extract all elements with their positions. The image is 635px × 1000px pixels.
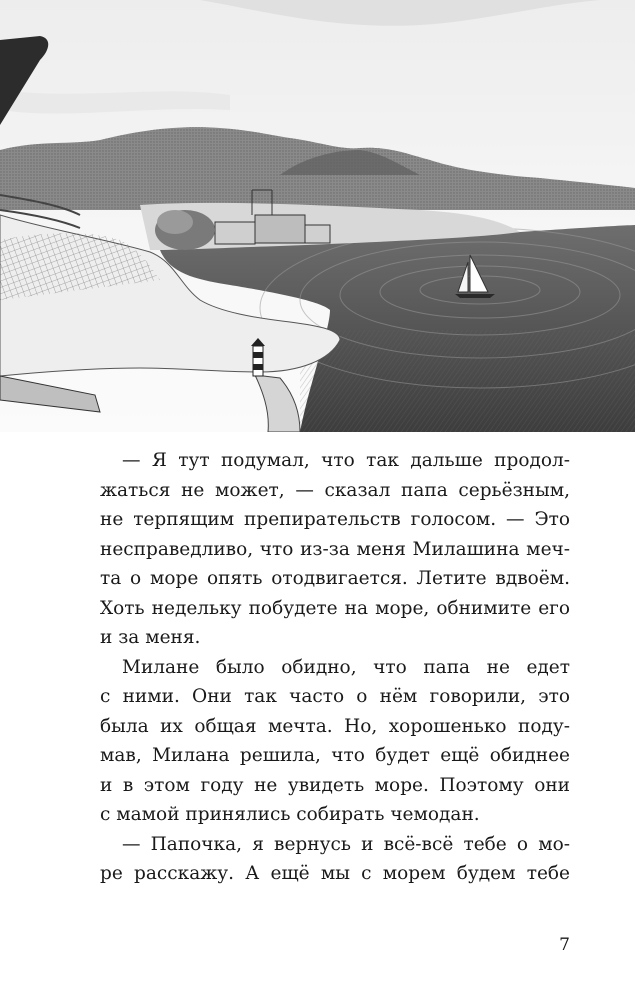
text-line: Хоть недельку побудете на море, обнимите его — [100, 597, 570, 619]
sea-hatch — [300, 330, 635, 432]
text-line: — Папочка, я вернусь и всё-всё тебе о мо- — [122, 833, 570, 855]
text-line: не терпящим препирательств голосом. — Это — [100, 509, 570, 530]
lighthouse — [251, 338, 265, 376]
text-line: и в этом году не увидеть море. Поэтому они — [100, 774, 570, 796]
text-line: была их общая мечта. Но, хорошенько поду- — [100, 715, 570, 737]
text-line: — Я тут подумал, что так дальше продол- — [122, 450, 570, 471]
text-line: и за меня. — [100, 627, 201, 648]
text-line: несправедливо, что из-за меня Милашина меч- — [100, 538, 570, 560]
text-line: мав, Милана решила, что будет ещё обиднее — [100, 745, 570, 766]
story-text — [100, 446, 570, 889]
text-line: та о море опять отодвигается. Летите вдвоём. — [100, 568, 570, 589]
paragraph — [100, 446, 570, 653]
text-line: Милане было обидно, что папа не едет — [122, 656, 570, 678]
text-line: ре расскажу. А ещё мы с морем будем тебе — [100, 863, 570, 884]
text-line: жаться не может, — сказал папа серьёзным, — [100, 479, 570, 501]
paragraph — [100, 653, 570, 830]
text-line: с мамой принялись собирать чемодан. — [100, 804, 480, 825]
paragraph — [100, 830, 570, 889]
harbor-illustration — [0, 0, 635, 432]
text-line: с ними. Они так часто о нём говорили, это — [100, 686, 570, 707]
page-number: 7 — [559, 935, 570, 955]
